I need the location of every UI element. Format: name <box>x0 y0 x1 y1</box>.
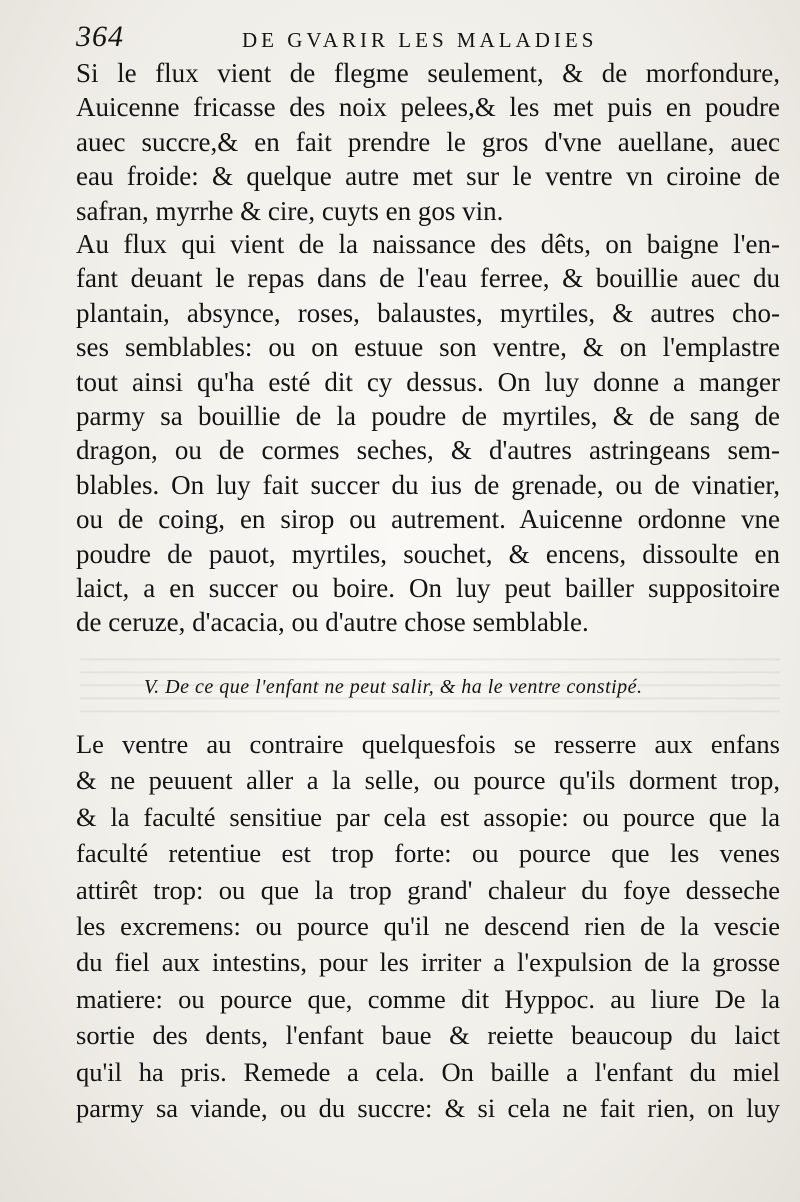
paragraph-flux-flegme <box>76 56 780 228</box>
section-heading: V. De ce que l'enfant ne peut salir, & ha le ventre constipé. <box>144 676 643 698</box>
text-line: & la faculté sensitiue par cela est assopie: ou pource que la <box>76 801 780 832</box>
text-line: Si le flux vient de flegme seulement, & de morfondure, <box>76 58 780 88</box>
text-line: Auicenne fricasse des noix pelees,& les met puis en poudre <box>76 92 780 123</box>
running-head: DE GVARIR LES MALADIES <box>242 28 598 52</box>
text-line: & ne peuuent aller a la selle, ou pource qu'ils dorment trop, <box>76 765 780 796</box>
text-line: du fiel aux intestins, pour les irriter a l'expulsion de la grosse <box>76 947 780 978</box>
text-line: matiere: ou pource que, comme dit Hyppoc. au liure De la <box>76 983 780 1014</box>
text-line: sortie des dents, l'enfant baue & reiette beaucoup du laict <box>76 1020 780 1051</box>
text-line: Le ventre au contraire quelquesfois se resserre aux enfans <box>76 729 780 759</box>
text-line: eau froide: & quelque autre met sur le ventre vn ciroine de <box>76 161 780 192</box>
text-line: safran, myrrhe & cire, cuyts en gos vin. <box>76 195 504 226</box>
text-line: plantain, absynce, roses, balaustes, myrtiles, & autres cho- <box>76 297 780 328</box>
text-line: ou de coing, en sirop ou autrement. Auicenne ordonne vne <box>76 504 780 535</box>
text-line: fant deuant le repas dans de l'eau ferree, & bouillie auec du <box>76 263 780 294</box>
text-line: parmy sa viande, ou du succre: & si cela ne fait rien, on luy <box>76 1092 780 1123</box>
text-line: dragon, ou de cormes seches, & d'autres astringeans sem- <box>76 435 780 466</box>
text-line: tout ainsi qu'ha esté dit cy dessus. On luy donne a manger <box>76 366 780 397</box>
text-line: qu'il ha pris. Remede a cela. On baille a l'enfant du miel <box>76 1056 780 1087</box>
text-line: faculté retentiue est trop forte: ou pource que les venes <box>76 838 780 869</box>
page-number: 364 <box>76 20 124 53</box>
text-line: de ceruze, d'acacia, ou d'autre chose semblable. <box>76 607 589 638</box>
paragraph-constipation <box>76 726 780 1126</box>
text-line: poudre de pauot, myrtiles, souchet, & encens, dissoulte en <box>76 538 780 569</box>
text-line: laict, a en succer ou boire. On luy peut bailler suppositoire <box>76 572 780 603</box>
paragraph-flux-dents <box>76 227 780 640</box>
text-line: attirêt trop: ou que la trop grand' chaleur du foye desseche <box>76 874 780 905</box>
text-line: les excremens: ou pource qu'il ne descend rien de la vescie <box>76 910 780 941</box>
text-line: Au flux qui vient de la naissance des dêts, on baigne l'en- <box>76 229 780 259</box>
text-line: blables. On luy fait succer du ius de grenade, ou de vinatier, <box>76 469 780 500</box>
text-line: auec succre,& en fait prendre le gros d'vne auellane, auec <box>76 126 780 157</box>
text-line: parmy sa bouillie de la poudre de myrtiles, & de sang de <box>76 400 780 431</box>
text-line: ses semblables: ou on estuue son ventre, & on l'emplastre <box>76 332 780 363</box>
page-header <box>76 20 776 60</box>
